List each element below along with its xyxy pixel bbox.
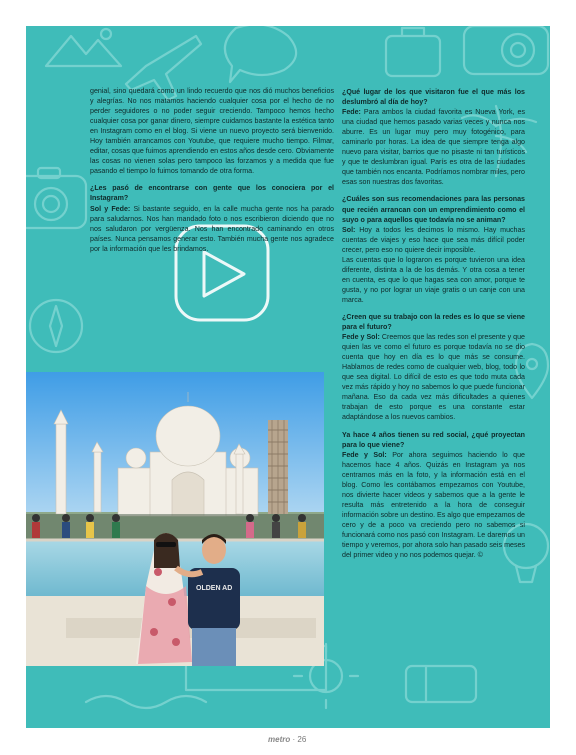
answer-text: Por ahora seguimos haciendo lo que hacemos hace 4 años. Quizás en Instagram ya nos centramos más en la foto, y la información está en el blog. Como les contábamos empezamos con Youtube, nos divierte hacer videos y sabemos que a la gente le resulta más entretenido a la hora de conseguir información sobre un destino. Es algo que empezamos de cero y de a poco va creciendo pero no sabemos si funcionará como nos pasó con Instagram. Le daremos un tiempo y veremos, por ahora solo han pasado seis meses del primer video y no nos podemos quejar. ©	[342, 450, 525, 560]
answer-speaker: Fede:	[342, 108, 361, 117]
answer-paragraph	[90, 204, 334, 254]
question-heading: ¿Creen que su trabajo con la redes es lo que se viene para el futuro?	[342, 312, 525, 332]
question-heading: Ya hace 4 años tienen su red social, ¿qué proyectan para lo que viene?	[342, 430, 525, 449]
left-text-column	[90, 86, 334, 254]
scaffolded-minaret	[268, 420, 288, 514]
answer-text: Creemos que las redes son el presente y que quien las ve como el futuro es porque todavía no se dio cuenta que hoy en día es lo que más se consume. Hablamos de redes como de cualquier web, blog, todo lo que sea digital. Lo difícil de esto es que todo muta cada vez más rápido y hoy no sabemos lo que puede funcionar mañana. Eso da cada vez más dificultades a quienes trabajan de esto porque es una constante estar adaptándose a los nuevos cambios.	[342, 333, 526, 422]
answer-text: Hoy a todos les decimos lo mismo. Hay muchas cuentas de viajes y eso hace que sea más difícil poder crecer, pero eso no quiere decir imposible.	[342, 225, 525, 254]
camera-doodle-icon	[26, 168, 86, 228]
question-heading: ¿Les pasó de encontrarse con gente que los conociera por el Instagram?	[90, 184, 334, 203]
answer-text: Para ambos la ciudad favorita es Nueva York, es una ciudad que hemos pasado varias veces y nunca nos aburre. Es un lugar muy pero muy fotogénico, para caminarlo por horas. La idea de que siempre tenga algo nuevo para visitar, barrios que no pisaste ni tan turísticos y que te deslumbran igual. París es otra de las ciudades que también nos encanta. Podríamos nombrar miles, pero esas son nuestras dos favoritas.	[342, 108, 525, 187]
question-heading: ¿Cuáles son sus recomendaciones para las personas que recién arrancan con un emprendimiento como el suyo o para aquellos que todavía no se animan?	[342, 195, 525, 224]
answer-text: Si bastante seguido, en la calle mucha gente nos ha parado para saludarnos. Nos han mandado foto o nos escribieron diciendo que no nos saludaron por vergüenza. Nos han encontrado caminando en otros países. Nunca pensamos generar esto. También mucha gente nos agradece por la información que les brindamos.	[90, 204, 335, 253]
shirt-print: OLDEN AD	[196, 585, 233, 592]
paragraph: genial, sino quedará como un lindo recuerdo que nos dió muchos beneficios y alegrías. No nos matamos haciendo cualquier cosa por el hecho de no perder seguidores o no poder seguir creciendo. Tampoco hemos hecho cualquier cosa por ganar dinero, siempre cuidamos bastante la estética tanto en Instagram como en el blog. Si viene un nuevo proyecto será bienvenido. Hoy también arrancamos con Youtube, que requiere mucho tiempo. Filmar, editar, cosas que fuimos aprendiendo en estos años desde cero. Obviamente las cosas no vienen solas pero tampoco las forzamos y a medida que fue pasando el tiempo lo fuimos tomando de otra forma.	[90, 87, 334, 176]
speech-bubble-doodle-icon	[225, 26, 296, 82]
ticket-doodle-icon	[406, 666, 476, 702]
camera-doodle-icon	[464, 26, 548, 74]
right-text-column	[342, 87, 525, 560]
magazine-brand: metro	[268, 735, 291, 744]
answer-paragraph	[342, 450, 525, 561]
taj-mahal-couple-photo	[26, 372, 324, 666]
answer-paragraph	[342, 332, 525, 422]
page-footer	[268, 735, 306, 744]
suitcase-doodle-icon	[386, 28, 440, 76]
answer-speaker: Fede y Sol:	[342, 450, 387, 459]
answer-paragraph	[342, 225, 525, 255]
compass-doodle-icon	[30, 300, 82, 352]
answer-paragraph	[342, 107, 525, 187]
magazine-page	[26, 26, 550, 728]
question-heading: ¿Qué lugar de los que visitaron fue el que más los deslumbró al día de hoy?	[342, 88, 525, 107]
page-number: 26	[297, 735, 307, 744]
answer-speaker: Sol y Fede:	[90, 204, 131, 213]
wave-doodle-icon	[86, 696, 206, 708]
mountain-doodle-icon	[46, 29, 121, 66]
crowd	[26, 514, 324, 540]
answer-speaker: Sol:	[342, 225, 356, 234]
answer-speaker: Fede y Sol:	[342, 333, 380, 342]
answer-paragraph: Las cuentas que lo lograron es porque tuvieron una idea diferente, distinta a la de los demás. Y otra cosa a tener en cuenta, es que lo que hagas sea con amor, porque te gusta, y no por lograr un viaje gratis o un canje con una marca.	[342, 255, 525, 304]
footer-separator: ·	[292, 735, 296, 744]
